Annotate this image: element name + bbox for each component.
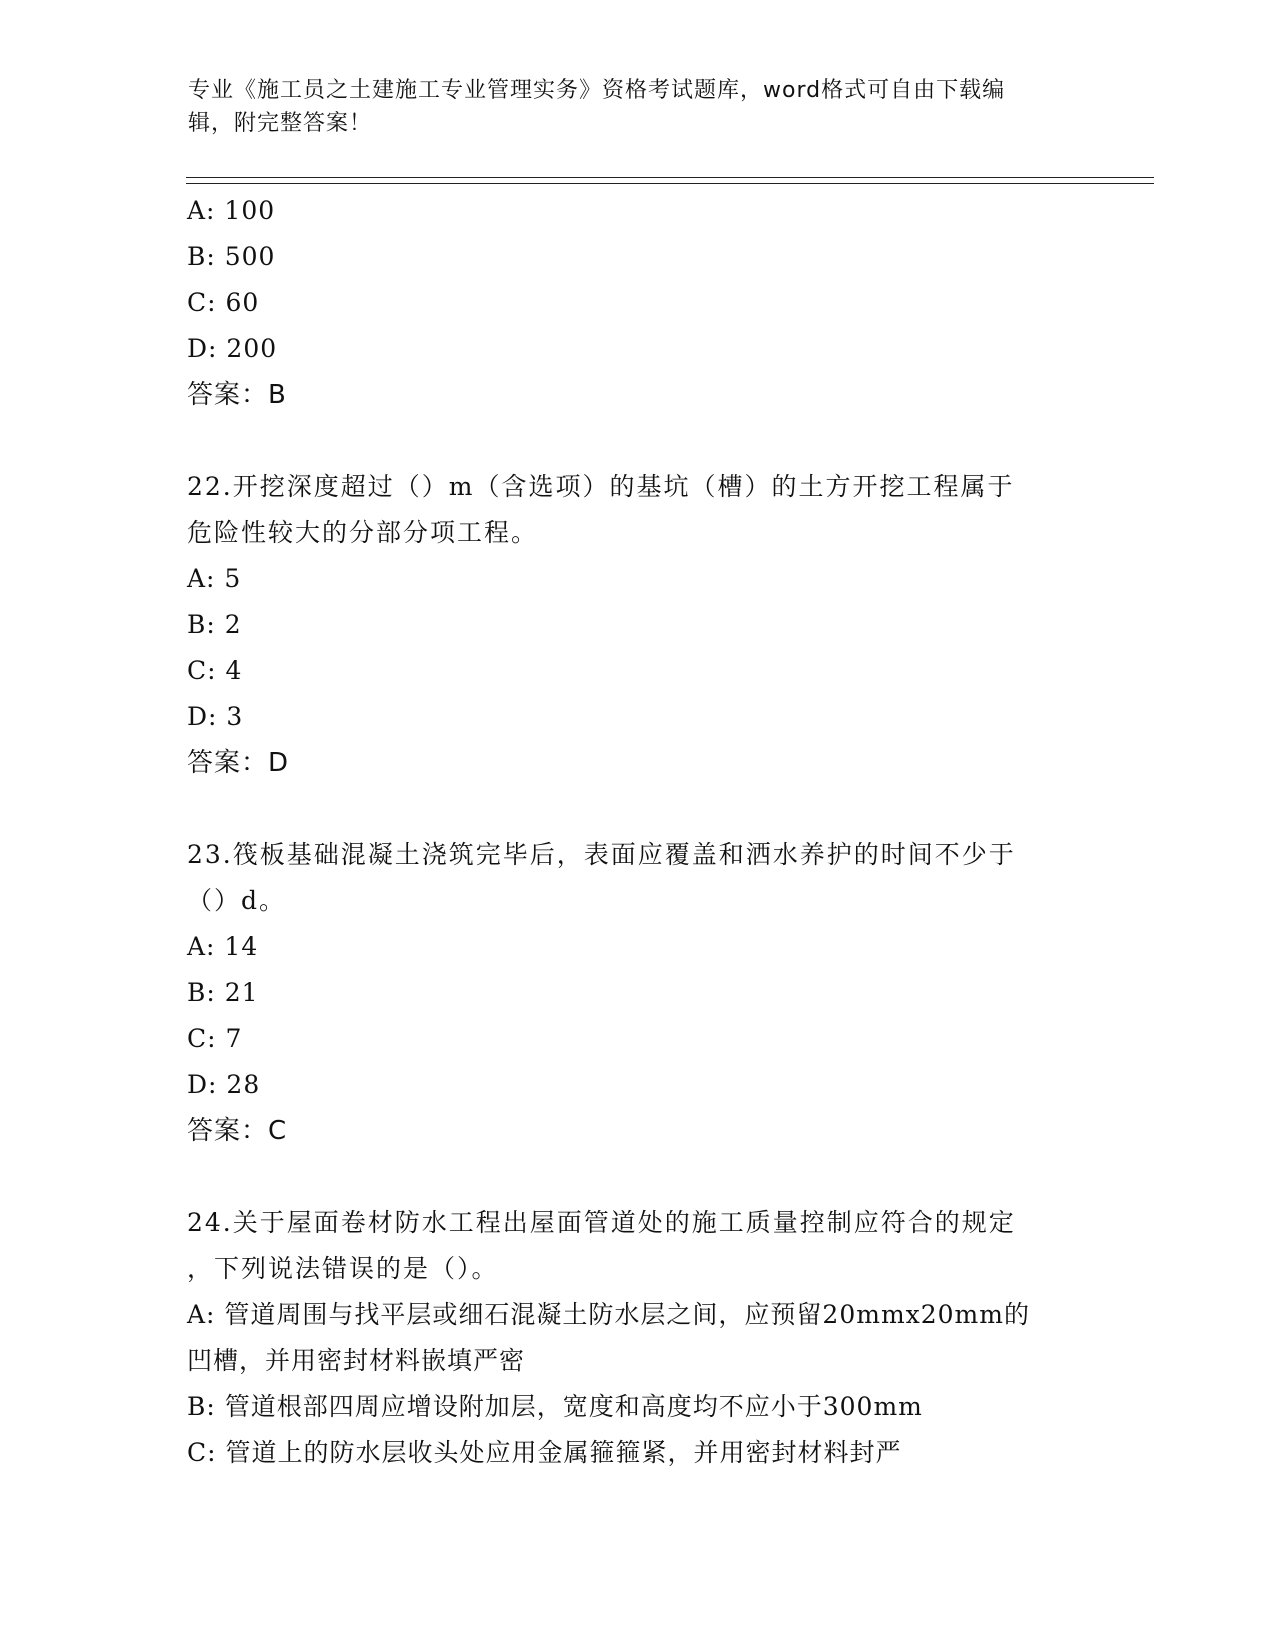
question-21 (187, 188, 1087, 418)
option-b: B: 管道根部四周应增设附加层，宽度和高度均不应小于300mm (187, 1392, 923, 1421)
question-text-line-1: 24.关于屋面卷材防水工程出屋面管道处的施工质量控制应符合的规定 (187, 1208, 1016, 1237)
option-b: B: 500 (187, 242, 276, 271)
question-text-line-1: 22.开挖深度超过（）m（含选项）的基坑（槽）的土方开挖工程属于 (187, 472, 1015, 501)
question-text-line-2: ，下列说法错误的是（）。 (187, 1254, 499, 1283)
question-text-line-1: 23.筏板基础混凝土浇筑完毕后，表面应覆盖和洒水养护的时间不少于 (187, 840, 1016, 869)
option-a-line-1: A: 管道周围与找平层或细石混凝土防水层之间，应预留20mmx20mm的 (187, 1300, 1030, 1329)
option-c: C: 管道上的防水层收头处应用金属箍箍紧，并用密封材料封严 (187, 1438, 902, 1467)
option-d: D: 3 (187, 702, 244, 731)
question-23 (187, 832, 1087, 1154)
option-c: C: 7 (187, 1024, 243, 1053)
option-a: A: 5 (187, 564, 242, 593)
header-line-2: 辑，附完整答案！ (188, 111, 373, 136)
header-divider-top (186, 177, 1154, 178)
spacer (187, 786, 1087, 832)
option-d: D: 28 (187, 1070, 261, 1099)
option-d: D: 200 (187, 334, 278, 363)
option-b: B: 2 (187, 610, 242, 639)
question-text-line-2: 危险性较大的分部分项工程。 (187, 518, 539, 547)
option-c: C: 60 (187, 288, 260, 317)
question-22 (187, 464, 1087, 786)
question-24 (187, 1200, 1087, 1476)
option-b: B: 21 (187, 978, 259, 1007)
page-header (188, 74, 1088, 140)
header-line-1: 专业《施工员之土建施工专业管理实务》资格考试题库，word格式可自由下载编 (188, 78, 1006, 103)
option-a: A: 100 (187, 196, 276, 225)
header-divider-bottom (186, 183, 1154, 184)
answer: 答案：B (187, 380, 287, 410)
question-text-line-2: （）d。 (187, 886, 287, 915)
answer: 答案：D (187, 748, 290, 778)
spacer (187, 1154, 1087, 1200)
option-a-line-2: 凹槽，并用密封材料嵌填严密 (187, 1346, 526, 1375)
answer: 答案：C (187, 1116, 288, 1146)
spacer (187, 418, 1087, 464)
option-c: C: 4 (187, 656, 243, 685)
question-list (187, 188, 1087, 1476)
option-a: A: 14 (187, 932, 259, 961)
